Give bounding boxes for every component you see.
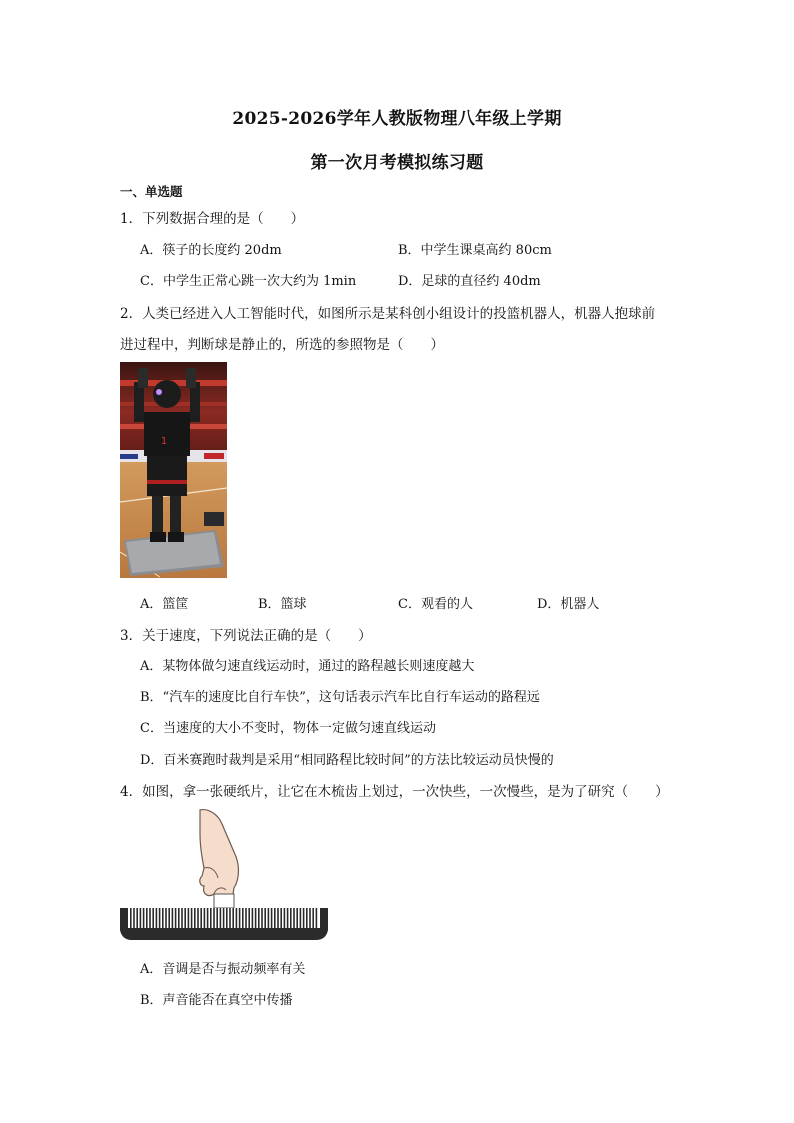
comb-tooth: [149, 908, 151, 928]
comb-tooth: [306, 908, 308, 928]
comb-tooth: [146, 908, 148, 928]
comb-tooth: [252, 908, 254, 928]
comb-tooth: [300, 908, 302, 928]
comb-tooth: [232, 908, 234, 928]
comb-tooth: [175, 908, 177, 928]
document-subtitle: 第一次月考模拟练习题: [310, 153, 484, 173]
question-2-stem-line1: 2．人类已经进入人工智能时代，如图所示是某科创小组设计的投篮机器人，机器人抱球前: [120, 306, 656, 322]
comb-tooth: [229, 908, 231, 928]
comb-tooth: [191, 908, 193, 928]
comb-tooth: [274, 908, 276, 928]
question-1-option-a: A．筷子的长度约 20dm: [140, 243, 282, 258]
comb-tooth: [258, 908, 260, 928]
question-3-option-a: A．某物体做匀速直线运动时，通过的路程越长则速度越大: [140, 659, 475, 674]
question-1-option-c: C．中学生正常心跳一次大约为 1min: [140, 274, 357, 289]
section-heading: 一、单选题: [120, 184, 183, 199]
comb-tooth: [133, 908, 135, 928]
question-2-option-a: A．篮筐: [140, 597, 189, 612]
comb-tooth: [277, 908, 279, 928]
comb-tooth: [184, 908, 186, 928]
question-4-option-b: B．声音能否在真空中传播: [140, 993, 293, 1008]
comb-tooth: [296, 908, 298, 928]
comb-tooth: [264, 908, 266, 928]
question-1-option-d: D．足球的直径约 40dm: [398, 274, 541, 289]
jersey-number: 1: [160, 436, 168, 447]
comb-tooth: [220, 908, 222, 928]
comb-tooth: [152, 908, 154, 928]
comb-tooth: [136, 908, 138, 928]
comb-tooth: [271, 908, 273, 928]
comb-tooth: [312, 908, 314, 928]
question-4-stem: 4．如图，拿一张硬纸片，让它在木梳齿上划过，一次快些，一次慢些，是为了研究（ ）: [120, 784, 669, 800]
comb-tooth: [130, 908, 132, 928]
comb-tooth: [156, 908, 158, 928]
robot-basketball-photo: [120, 362, 227, 578]
question-4-option-a: A．音调是否与振动频率有关: [140, 962, 306, 977]
comb-tooth: [197, 908, 199, 928]
comb-tooth: [284, 908, 286, 928]
comb-tooth: [162, 908, 164, 928]
comb-tooth: [303, 908, 305, 928]
question-3-option-b: B．“汽车的速度比自行车快”，这句话表示汽车比自行车运动的路程远: [140, 690, 540, 705]
comb-tooth: [188, 908, 190, 928]
comb-tooth: [287, 908, 289, 928]
question-2-option-c: C．观看的人: [398, 597, 473, 612]
comb-tooth: [204, 908, 206, 928]
comb-tooth: [280, 908, 282, 928]
comb-tooth: [143, 908, 145, 928]
comb-tooth: [245, 908, 247, 928]
comb-tooth: [168, 908, 170, 928]
comb-tooth: [248, 908, 250, 928]
comb-tooth: [268, 908, 270, 928]
document-title: 2025-2026学年人教版物理八年级上学期: [232, 109, 562, 129]
comb-tooth: [261, 908, 263, 928]
comb-tooth: [200, 908, 202, 928]
comb-tooth: [223, 908, 225, 928]
comb-tooth: [181, 908, 183, 928]
comb-tooth: [242, 908, 244, 928]
comb-tooth: [226, 908, 228, 928]
question-2-option-d: D．机器人: [537, 597, 600, 612]
comb-tooth: [210, 908, 212, 928]
comb-tooth: [194, 908, 196, 928]
question-3-option-c: C．当速度的大小不变时，物体一定做匀速直线运动: [140, 721, 436, 736]
question-2-stem-line2: 进过程中，判断球是静止的，所选的参照物是（ ）: [120, 337, 444, 353]
comb-tooth: [159, 908, 161, 928]
comb-tooth: [207, 908, 209, 928]
comb-tooth: [316, 908, 318, 928]
comb-tooth: [309, 908, 311, 928]
comb-tooth: [140, 908, 142, 928]
comb-tooth: [213, 908, 215, 928]
comb-tooth: [178, 908, 180, 928]
comb-tooth: [216, 908, 218, 928]
question-3-stem: 3．关于速度，下列说法正确的是（ ）: [120, 628, 372, 644]
question-1-option-b: B．中学生课桌高约 80cm: [398, 243, 552, 258]
comb-tooth: [293, 908, 295, 928]
comb-tooth: [236, 908, 238, 928]
comb-tooth: [255, 908, 257, 928]
comb-tooth: [172, 908, 174, 928]
comb-tooth: [165, 908, 167, 928]
comb-hand-illustration: [120, 808, 328, 942]
question-2-option-b: B．篮球: [258, 597, 307, 612]
question-3-option-d: D．百米赛跑时裁判是采用“相同路程比较时间”的方法比较运动员快慢的: [140, 753, 554, 768]
comb-tooth: [239, 908, 241, 928]
comb-tooth: [290, 908, 292, 928]
question-1-stem: 1．下列数据合理的是（ ）: [120, 211, 305, 227]
